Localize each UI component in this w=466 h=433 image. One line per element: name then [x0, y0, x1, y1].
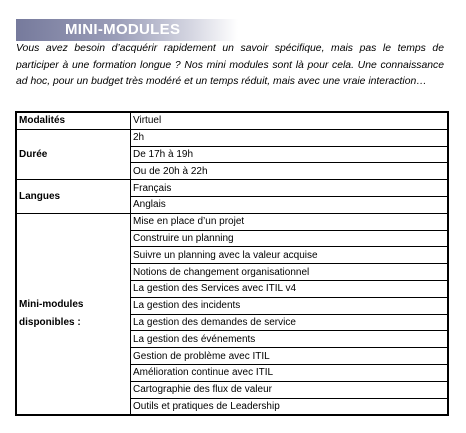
langue-value: Anglais	[131, 196, 449, 213]
module-item: Mise en place d’un projet	[131, 213, 449, 230]
duree-value: Ou de 20h à 22h	[131, 163, 449, 180]
module-item: La gestion des incidents	[131, 297, 449, 314]
row-label-modalites: Modalités	[16, 112, 131, 129]
details-table	[15, 111, 449, 416]
table-row	[16, 112, 448, 129]
module-item: Amélioration continue avec ITIL	[131, 364, 449, 381]
duree-value: 2h	[131, 129, 449, 146]
module-item: Cartographie des flux de valeur	[131, 381, 449, 398]
row-label-duree: Durée	[16, 129, 131, 179]
langue-value: Français	[131, 180, 449, 197]
modalites-value: Virtuel	[131, 112, 449, 129]
module-item: La gestion des demandes de service	[131, 314, 449, 331]
row-label-langues: Langues	[16, 180, 131, 214]
table-row	[16, 180, 448, 197]
section-banner	[16, 19, 238, 41]
module-item: Outils et pratiques de Leadership	[131, 398, 449, 415]
table-row	[16, 213, 448, 230]
module-item: Suivre un planning avec la valeur acquise	[131, 247, 449, 264]
intro-paragraph: Vous avez besoin d’acquérir rapidement un savoir spécifique, mais pas le temps de participer à une formation longue ? Nos mini modules sont là pour cela. Une connaissance ad hoc, pour un budget très modéré et un temps réduit, mais avec une vraie interaction…	[16, 43, 444, 87]
row-label-mini-modules: Mini-modules disponibles :	[16, 213, 131, 415]
module-item: Construire un planning	[131, 230, 449, 247]
module-item: Notions de changement organisationnel	[131, 264, 449, 281]
module-item: Gestion de problème avec ITIL	[131, 348, 449, 365]
duree-value: De 17h à 19h	[131, 146, 449, 163]
section-title: MINI-MODULES	[65, 21, 181, 38]
module-item: La gestion des Services avec ITIL v4	[131, 280, 449, 297]
table-row	[16, 129, 448, 146]
module-item: La gestion des événements	[131, 331, 449, 348]
